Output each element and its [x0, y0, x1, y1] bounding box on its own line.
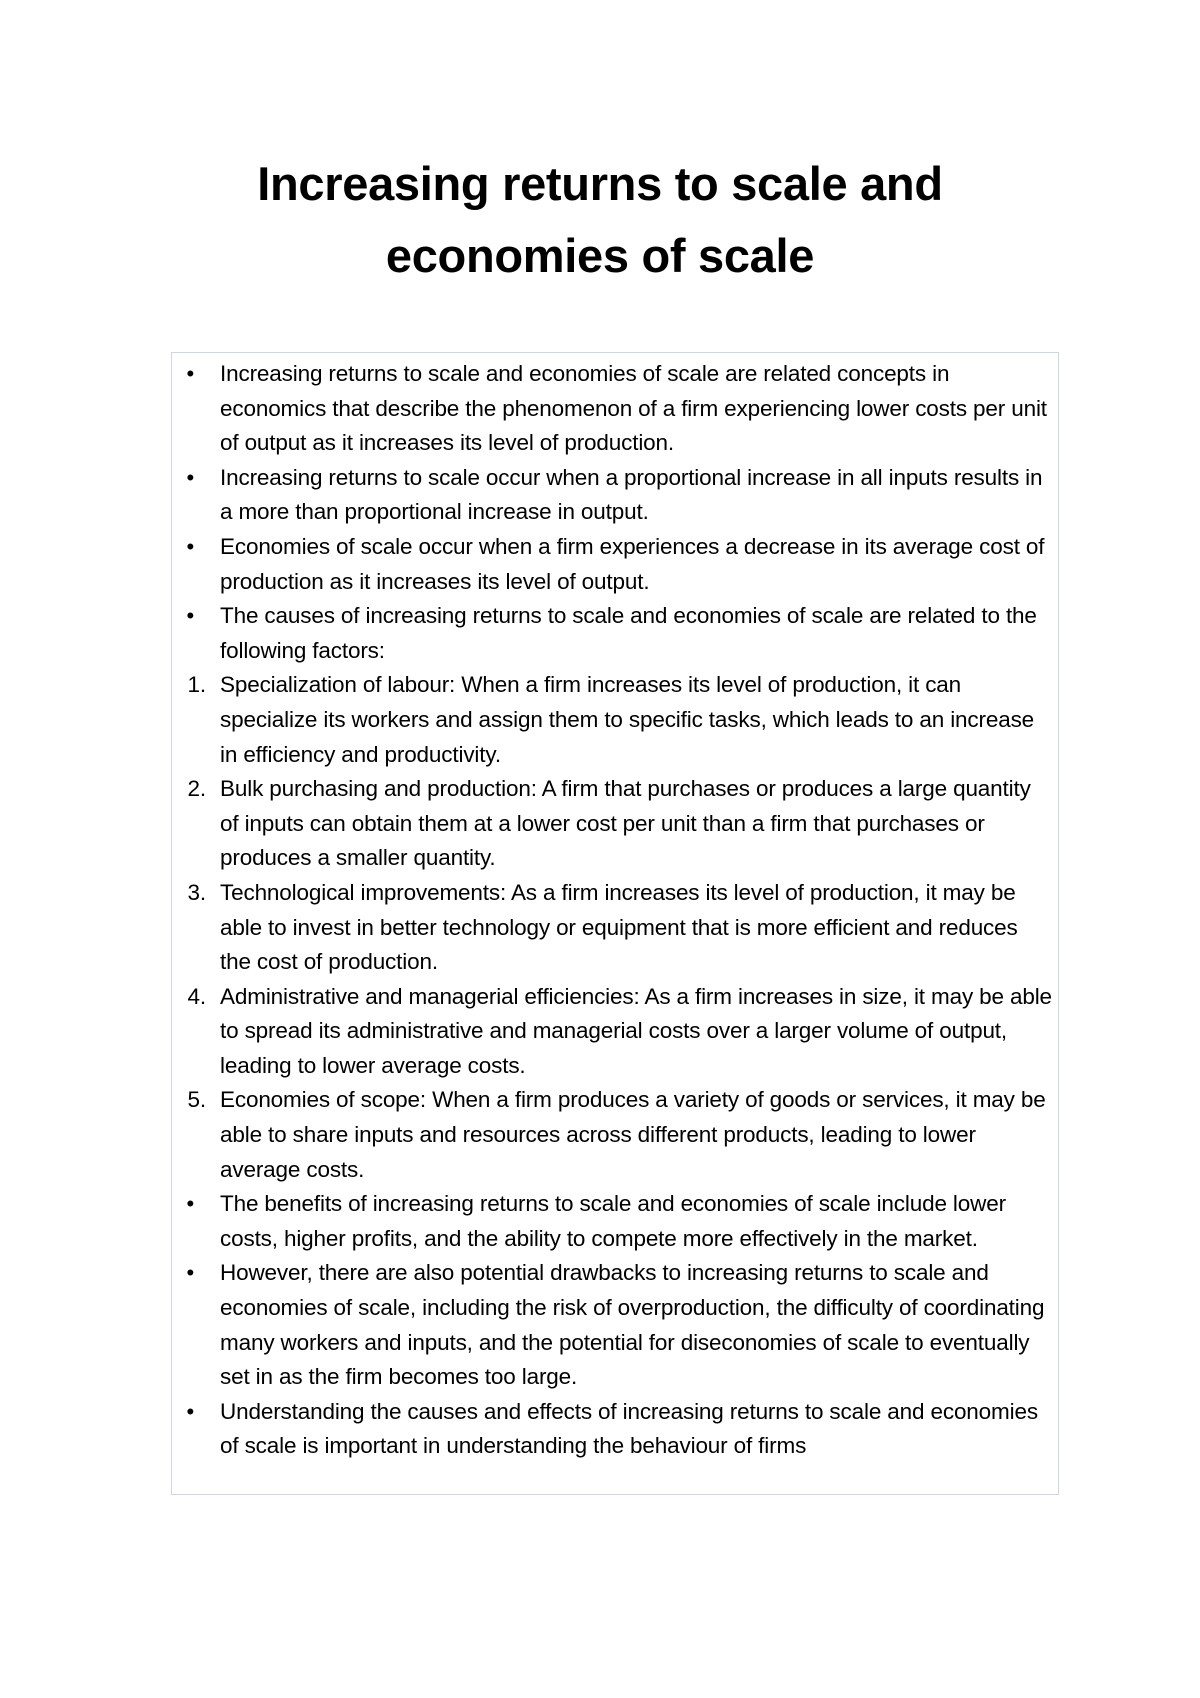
title-line-2: economies of scale: [385, 229, 815, 282]
list-item: [172, 530, 1058, 599]
numbered-item: [172, 980, 1058, 1084]
list-item-text: Technological improvements: As a firm increases its level of production, it may be able to invest in better technology or equipment that is more efficient and reduces the cost of production.: [220, 879, 1018, 975]
list-item-text: Increasing returns to scale occur when a proportional increase in all inputs results in a more than proportional increase in output.: [220, 464, 1043, 525]
list-marker: •: [186, 1260, 194, 1286]
list-item: [172, 599, 1058, 668]
content-box: [171, 352, 1059, 1495]
page-title: [150, 148, 1050, 292]
list-marker: •: [186, 361, 194, 386]
list-item-text: Administrative and managerial efficiencies: As a firm increases in size, it may be able to spread its administrative and managerial costs over a larger volume of output, leading to lower average costs.: [220, 983, 1052, 1078]
list-item-text: The benefits of increasing returns to scale and economies of scale include lower costs, higher profits, and the ability to compete more effectively in the market.: [220, 1191, 1006, 1251]
list-item: [172, 1187, 1058, 1256]
numbered-item: [172, 876, 1058, 980]
list-marker: •: [186, 1398, 194, 1424]
list-number: 4.: [187, 983, 206, 1009]
list-item: [172, 1395, 1058, 1464]
list-marker: •: [186, 1191, 194, 1217]
list-item-text: However, there are also potential drawbacks to increasing returns to scale and economies of scale, including the risk of overproduction, the difficulty of coordinating many workers and inputs, and the potential for diseconomies of scale to eventually set in as the firm becomes too large.: [220, 1260, 1045, 1390]
list-item-text: Understanding the causes and effects of increasing returns to scale and economies of scale is important in understanding the behaviour of firms: [220, 1398, 1038, 1459]
list-item-text: Economies of scale occur when a firm experiences a decrease in its average cost of production as it increases its level of output.: [220, 533, 1045, 594]
list-item-text: Bulk purchasing and production: A firm that purchases or produces a large quantity of inputs can obtain them at a lower cost per unit than a firm that purchases or produces a smaller quantity.: [220, 776, 1031, 871]
list-item-text: The causes of increasing returns to scale and economies of scale are related to the following factors:: [220, 603, 1037, 663]
list-item: [172, 461, 1058, 530]
list-item-text: Economies of scope: When a firm produces a variety of goods or services, it may be able to share inputs and resources across different products, leading to lower average costs.: [220, 1087, 1046, 1182]
list-number: 3.: [187, 879, 206, 905]
list-item: [172, 357, 1058, 461]
list-number: 1.: [187, 672, 206, 698]
numbered-item: [172, 668, 1058, 772]
list-marker: •: [186, 603, 194, 629]
list-item: [172, 1256, 1058, 1394]
list-number: 2.: [187, 776, 206, 802]
numbered-item: [172, 1083, 1058, 1187]
list-number: 5.: [187, 1087, 206, 1113]
title-line-1: Increasing returns to scale and: [257, 157, 943, 210]
list-item-text: Increasing returns to scale and economies of scale are related concepts in economics that describe the phenomenon of a firm experiencing lower costs per unit of output as it increases its level of production.: [220, 361, 1047, 456]
list-item-text: Specialization of labour: When a firm increases its level of production, it can specialize its workers and assign them to specific tasks, which leads to an increase in efficiency and productivity.: [220, 672, 1035, 767]
content-list: [172, 353, 1058, 1464]
list-marker: •: [186, 533, 194, 559]
numbered-item: [172, 772, 1058, 876]
list-marker: •: [186, 464, 194, 490]
